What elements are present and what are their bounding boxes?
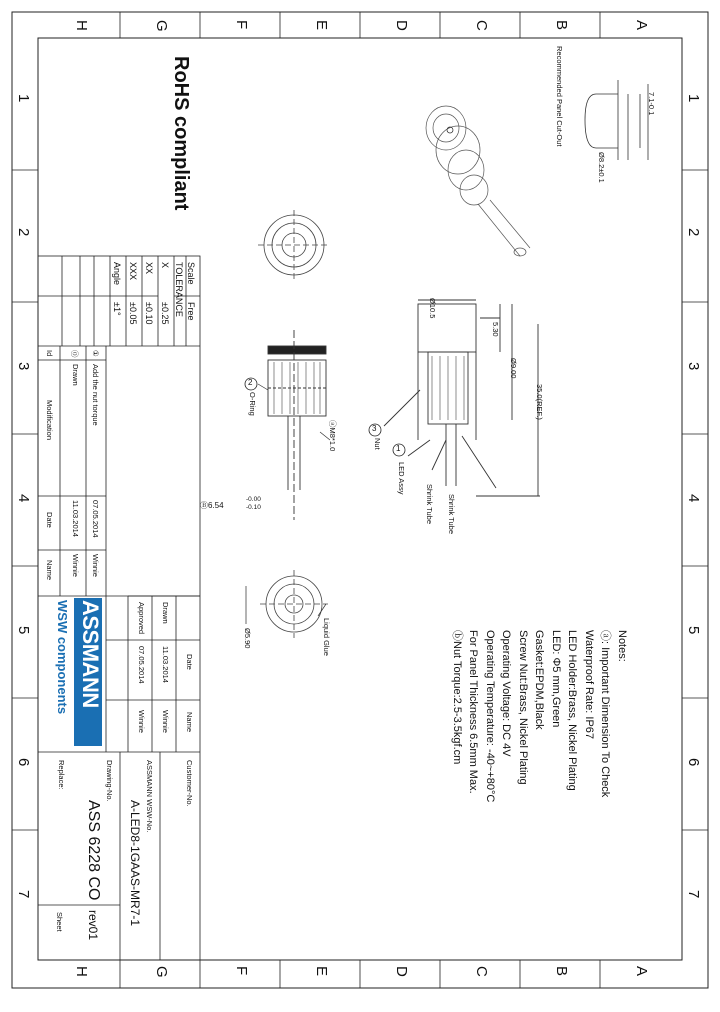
dim-cutout-width: 7.1-0.1: [647, 92, 656, 116]
dim-diameter-10-5: Ø10.5: [428, 298, 437, 319]
row-label-e: E: [313, 20, 330, 31]
col-label-7: 7: [15, 890, 32, 899]
row-label-d-bottom: D: [393, 966, 410, 977]
dim-diameter-9: Ø9.00: [509, 358, 518, 379]
scale-value: Free: [186, 302, 196, 321]
approval-approved: Approved: [137, 602, 146, 635]
col-label-2-right: 2: [685, 228, 702, 237]
callout-number-2: 2: [248, 378, 253, 387]
callout-number-3: 3: [372, 424, 377, 433]
row-label-b-bottom: B: [553, 966, 570, 977]
callout-shrink-tube: Shrink Tube: [447, 494, 456, 535]
dim-6-54-value: Ⓑ6.54: [200, 501, 224, 510]
note-line: Operating Temperature: -40~+80°C: [484, 630, 496, 803]
rev0-id: ⓪: [70, 350, 79, 358]
row-label-f-bottom: F: [233, 966, 250, 976]
led-3d-view: [426, 106, 530, 256]
callout-o-ring: O-Ring: [248, 392, 257, 416]
note-line: Operating Voltage: DC 4V: [500, 630, 513, 757]
rear-view: [246, 570, 328, 638]
note-line: Waterproof Rate: IP67: [583, 630, 595, 740]
tol-key-xx: XX: [144, 262, 154, 275]
replace-label: Replace:: [57, 760, 66, 790]
approval-approved-name: Winnie: [137, 710, 146, 733]
brand-sub: WSW components: [55, 600, 70, 715]
row-label-g: G: [153, 20, 170, 32]
rev-header-mod: Modification: [45, 400, 54, 441]
callout-number-1: 1: [396, 444, 401, 453]
approval-drawn-date: 11.03.2014: [161, 646, 170, 683]
scale-label: Scale: [186, 262, 196, 285]
col-label-4-right: 4: [685, 494, 702, 503]
revision-value: rev01: [86, 910, 100, 941]
dim-35-ref: 35.0(REF.): [535, 384, 544, 420]
col-label-3-right: 3: [685, 362, 702, 371]
rev-header-name: Name: [45, 560, 54, 581]
rev-header-id: Id: [45, 350, 54, 357]
callout-liquid-glue: Liquid Glue: [322, 618, 331, 656]
rohs-title: RoHS compliant: [170, 56, 192, 211]
panel-cutout-label: Recommended Panel Cut-Out: [555, 46, 564, 147]
note-line: LED Holder:Brass, Nickel Plating: [566, 630, 579, 791]
note-line: LED: Φ5 mm,Green: [550, 630, 562, 728]
note-line: ⓑNut Torque:2.5-3.5kgf.cm: [451, 630, 463, 765]
brand-name: ASSMANN: [78, 600, 103, 708]
col-label-6: 6: [15, 758, 32, 767]
col-label-6-right: 6: [685, 758, 702, 767]
dim-5-30: 5.30: [491, 322, 500, 337]
dim-tol-lower: -0.10: [246, 504, 261, 511]
notes-heading: Notes:: [616, 630, 628, 662]
approval-drawn-name: Winnie: [161, 710, 170, 733]
row-label-h-bottom: H: [73, 966, 90, 977]
note-line: Screw Nut:Brass, Nickel Plating: [517, 630, 529, 785]
drawing-no-label: Drawing-No.: [105, 760, 114, 802]
col-label-4: 4: [15, 494, 32, 503]
callout-nut: Nut: [373, 438, 382, 450]
dim-6-54: [200, 500, 224, 511]
row-label-a-bottom: A: [633, 966, 650, 977]
row-label-c-bottom: C: [473, 966, 490, 977]
dim-diameter-5-9: Ø5.90: [243, 628, 252, 649]
panel-cutout-view: [585, 80, 648, 160]
notes-block: [449, 630, 631, 930]
rev1-mod: Add the nut torque: [91, 364, 100, 426]
callout-led-assy: LED Assy: [397, 462, 406, 495]
rev0-mod: Drawn: [71, 364, 80, 386]
sheet-label: Sheet: [55, 912, 64, 932]
rev1-date: 07.05.2014: [91, 500, 100, 538]
approval-date-hdr: Date: [185, 654, 194, 670]
approval-name-hdr: Name: [185, 712, 194, 733]
assmann-no-label: ASSMANN WSW-No.: [145, 760, 154, 833]
approval-drawn: Drawn: [161, 602, 170, 624]
col-label-3: 3: [15, 362, 32, 371]
row-label-c: C: [473, 20, 490, 31]
dim-m8-thread: ⓐM8*1.0: [328, 420, 337, 452]
tolerance-heading: TOLERANCE: [174, 262, 184, 317]
col-label-7-right: 7: [685, 890, 702, 899]
tol-val-angle: ±1°: [112, 302, 122, 316]
note-line: ⓐ: Important Dimension To Check: [599, 630, 612, 798]
tol-val-xxx: ±0.05: [128, 302, 138, 325]
tol-val-x: ±0.25: [160, 302, 170, 325]
row-label-d: D: [393, 20, 410, 31]
side-view-assembly: [268, 330, 326, 520]
note-line: For Panel Thickness 6.5mm Max.: [467, 630, 480, 794]
row-label-a: A: [633, 20, 650, 31]
col-label-1-right: 1: [685, 94, 702, 103]
col-label-2: 2: [15, 228, 32, 237]
led-side-view: [384, 300, 540, 496]
row-label-h: H: [73, 20, 90, 31]
row-label-b: B: [553, 20, 570, 31]
rev1-name: Winnie: [91, 554, 100, 577]
assmann-no: A-LED8-1GAAS-MR7-1: [128, 800, 142, 927]
dim-tol-upper: -0.00: [246, 496, 261, 503]
note-line: Gasket:EPDM,Black: [533, 630, 546, 730]
nut-front-view: [258, 210, 330, 280]
tol-val-xx: ±0.10: [144, 302, 154, 325]
tol-key-xxx: XXX: [128, 262, 138, 281]
tol-key-angle: Angle: [112, 262, 122, 286]
rev0-name: Winnie: [71, 554, 80, 577]
row-label-e-bottom: E: [313, 966, 330, 977]
row-label-g-bottom: G: [153, 966, 170, 978]
col-label-1: 1: [15, 94, 32, 103]
callout-shrink-tube-2: Shrink Tube: [425, 484, 434, 525]
rev1-id: ①: [91, 350, 100, 357]
tol-key-x: X: [160, 262, 170, 269]
dim-cutout-diameter: Ø8.2±0.1: [597, 152, 606, 183]
col-label-5: 5: [15, 626, 32, 635]
row-label-f: F: [233, 20, 250, 30]
drawing-no: ASS 6228 CO: [85, 800, 102, 901]
rev-header-date: Date: [45, 512, 54, 528]
col-label-5-right: 5: [685, 626, 702, 635]
dim-6-54-tolerance: [246, 496, 261, 512]
approval-approved-date: 07.05.2014: [137, 646, 146, 684]
customer-no-label: Customer-No.: [185, 760, 194, 807]
rev0-date: 11.03.2014: [71, 500, 80, 537]
